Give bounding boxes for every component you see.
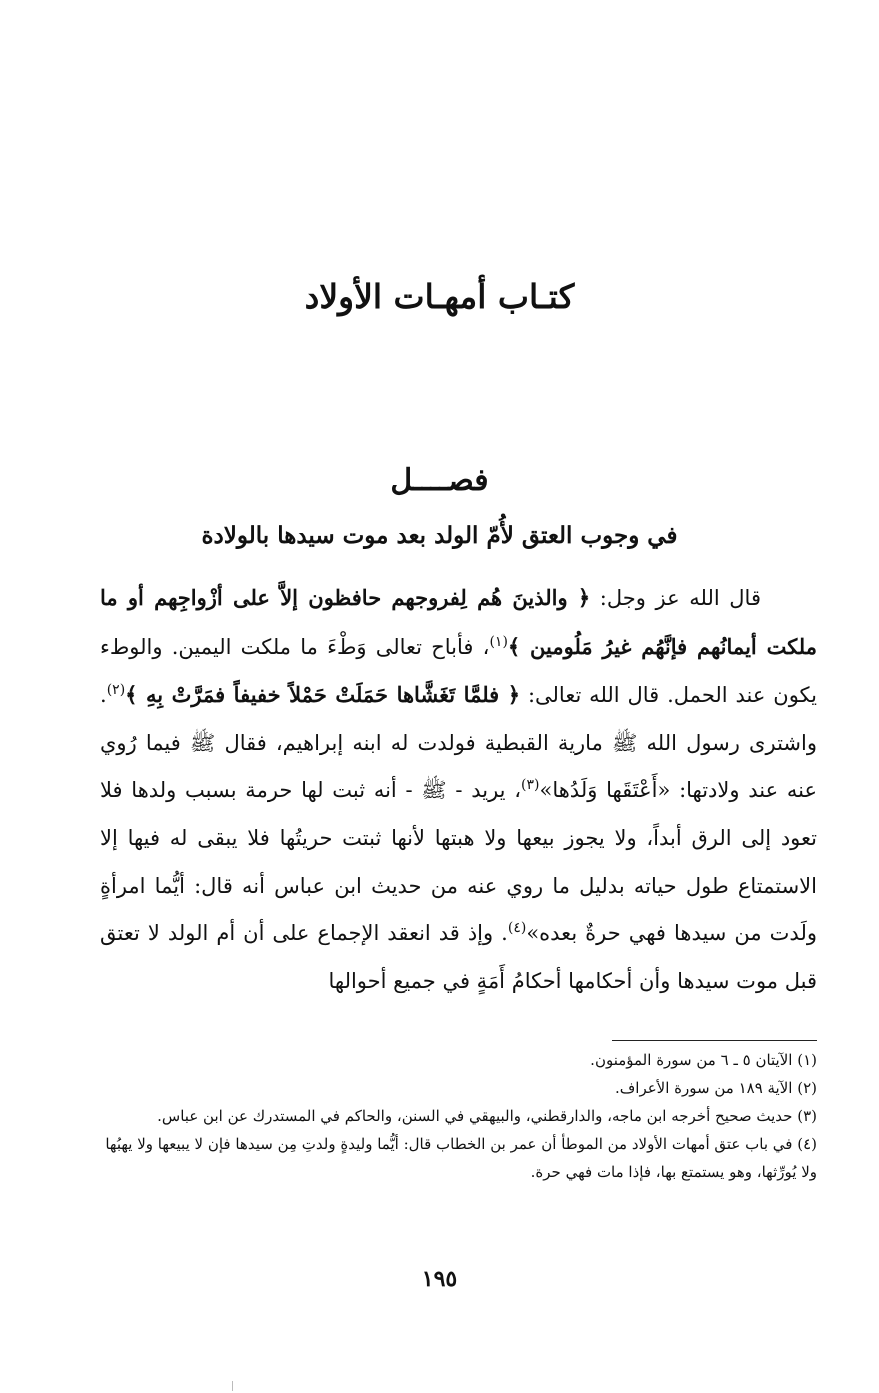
body-text-segment: . واشترى رسول الله ﷺ مارية القبطية فولدت له ابنه إبراهيم، فقال ﷺ فيما رُوي عنه عند ولادتها: «أَعْتَقَها وَلَدُها»	[100, 683, 817, 803]
footnote-4: (٤) في باب عتق أمهات الأولاد من الموطأ أن عمر بن الخطاب قال: أيُّما وليدةٍ ولدتِ مِن سيدها فإن لا يبيعها ولا يهبُها ولا يُورِّثها، وهو يستمتع بها، فإذا مات فهي حرة.	[105, 1135, 817, 1181]
body-text-segment: ، فأباح تعالى وَطْءَ ما ملكت اليمين. والوطء يكون عند الحمل. قال الله تعالى:	[100, 634, 817, 708]
body-text-segment: قال الله عز وجل:	[590, 586, 761, 610]
section-subheading: في وجوب العتق لأُمّ الولد بعد موت سيدها بالولادة	[201, 522, 678, 549]
body-paragraph	[100, 574, 817, 1005]
footnote-ref-2: (٢)	[106, 682, 126, 699]
footnote-divider	[612, 1040, 817, 1041]
footnote-2: (٢) الآية ١٨٩ من سورة الأعراف.	[614, 1079, 817, 1097]
book-title: كتـاب أمهـات الأولاد	[304, 277, 575, 316]
quran-verse-2: ﴿ فلمَّا تَغَشَّاها حَمَلَتْ حَمْلاً خفيفاً فمَرَّتْ بِهِ ﴾	[125, 682, 521, 708]
body-text-segment: . وإذ قد انعقد الإجماع على أن أم الولد لا تعتق قبل موت سيدها وأن أحكامها أحكامُ أَمَةٍ في جميع أحوالها	[100, 921, 817, 993]
scan-artifact	[232, 1381, 233, 1391]
page-number: ١٩٥	[421, 1266, 458, 1292]
body-text-segment: ، يريد - ﷺ - أنه ثبت لها حرمة بسبب ولدها فلا تعود إلى الرق أبداً، ولا يجوز بيعها ولا هبتها لأنها ثبتت حريتُها فلا يبقى له فيها إلا الاستمتاع طول حياته بدليل ما روي عنه من حديث ابن عباس أنه قال: أيُّما امرأةٍ ولَدت من سيدها فهي حرةٌ بعده»	[100, 778, 817, 946]
footnotes-list	[100, 1046, 817, 1186]
footnote-ref-4: (٤)	[507, 920, 527, 937]
quran-verse-1: ﴿ والذينَ هُم لِفروجهم حافظون إلاَّ على أزْواجِهم أو ما ملكت أيمانُهم فإنَّهُم غيرُ مَلُومين ﴾	[100, 585, 817, 659]
section-heading: فصــــل	[390, 463, 489, 498]
footnote-1: (١) الآيتان ٥ ـ ٦ من سورة المؤمنون.	[590, 1051, 817, 1069]
footnote-ref-1: (١)	[489, 633, 508, 650]
footnote-3: (٣) حديث صحيح أخرجه ابن ماجه، والدارقطني، والبيهقي في السنن، والحاكم في المستدرك عن ابن عباس.	[157, 1107, 817, 1125]
footnote-ref-3: (٣)	[521, 777, 540, 794]
